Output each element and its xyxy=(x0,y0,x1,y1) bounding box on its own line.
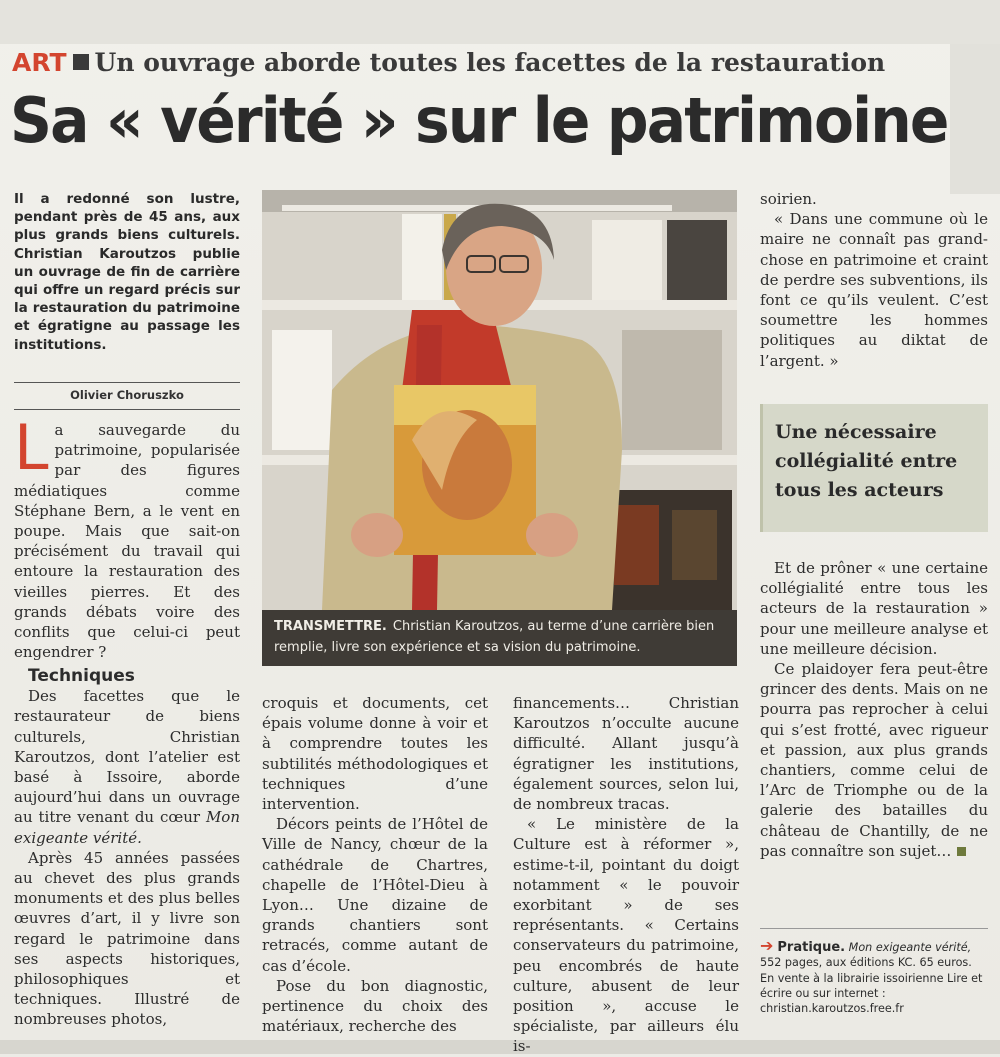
body-column-1-top xyxy=(14,411,240,662)
body-column-1-bottom xyxy=(14,666,240,1030)
body-paragraph: croquis et documents, cet épais volume donne à voir et à comprendre toutes les subtilités méthodologiques et techniques d’une intervention. xyxy=(262,694,488,814)
byline: Olivier Choruszko xyxy=(70,388,184,402)
pratique-rule xyxy=(760,928,988,929)
closing-text: Ce plaidoyer fera peut-être grincer des dents. Mais on ne pourra pas reprocher à celui qui s’est frotté, avec rigueur et passion, aux plus grands chantiers, comme celui de l’Arc de Triomphe ou de la galerie des batailles du château de Chantilly, de ne pas connaître son sujet… xyxy=(760,660,988,860)
body-paragraph: Après 45 années passées au chevet des plus grands monuments et des plus belles œuvres d’art, il y livre son regard le patrimoine dans ses aspects historiques, philosophiques et techniques. Illustré de nombreuses photos, xyxy=(14,848,240,1029)
pratique-label: Pratique. xyxy=(777,940,846,955)
lead-paragraph: Il a redonné son lustre, pendant près de 45 ans, aux plus grands biens culturels. Christian Karoutzos publie un ouvrage de fin de carrière qui offre un regard précis sur la restauration du patrimoine et égratigne au passage les institutions. xyxy=(14,191,240,353)
page-bottom-strip xyxy=(0,1040,1000,1054)
body-paragraph xyxy=(14,686,240,848)
body-paragraph: soirien. xyxy=(760,190,817,208)
subheading: Techniques xyxy=(28,666,135,686)
body-paragraph: Pose du bon diagnostic, pertinence du choix des matériaux, recherche des xyxy=(262,976,488,1036)
intertitle-box xyxy=(760,404,988,532)
body-column-2 xyxy=(262,693,488,1036)
portrait-photo xyxy=(262,190,737,610)
kicker-text: Un ouvrage aborde toutes les facettes de la restauration xyxy=(94,48,886,77)
kicker xyxy=(12,48,885,77)
body-column-4-top xyxy=(760,189,988,371)
pratique-text: 552 pages, aux éditions KC. 65 euros. En vente à la librairie issoirienne Lire et écrire ou sur internet : christian.karoutzos.free.fr xyxy=(760,956,983,1016)
quote-paragraph: « Le ministère de la Culture est à réformer », estime-t-il, pointant du doigt notamment « le pouvoir exorbitant » de ses représentants. « Certains conservateurs du patrimoine, peu encombrés de haute culture, abusent de leur position », accuse le spécialiste, par ailleurs élu is- xyxy=(513,815,739,1056)
body-paragraph: financements… Christian Karoutzos n’occulte aucune difficulté. Allant jusqu’à égratigner les institutions, également sources, selon lui, de nombreux tracas. xyxy=(513,694,739,814)
photo-caption xyxy=(262,610,737,666)
practical-info xyxy=(760,938,988,1016)
square-bullet-icon xyxy=(73,54,89,70)
book-title: Mon exigeante vérité. xyxy=(14,808,240,847)
caption-label: TRANSMETTRE. xyxy=(274,619,387,634)
headline: Sa « vérité » sur le patrimoine xyxy=(10,84,948,157)
intertitle: Une nécessaire collégialité entre tous les acteurs xyxy=(775,421,958,501)
previous-article-bleed xyxy=(0,0,1000,44)
byline-rule-top xyxy=(14,382,240,383)
intro-text: a sauvegarde du patrimoine, popularisée par des figures médiatiques comme Stéphane Bern, a le vent en poupe. Mais que sait-on précisément du travail qui entoure la restauration des vieilles pierres. Et des grands débats voire des conflits que celui-ci peut engendrer ? xyxy=(14,421,240,662)
end-mark-icon xyxy=(957,847,966,856)
intro-paragraph xyxy=(14,411,240,662)
drop-cap: L xyxy=(14,411,49,484)
rubric-label: ART xyxy=(12,48,67,77)
body-paragraph: Et de prôner « une certaine collégialité entre tous les acteurs de la restauration » pour une meilleure analyse et une meilleure décision. xyxy=(760,559,988,658)
photo-illustration xyxy=(262,190,737,610)
closing-paragraph xyxy=(760,659,988,861)
byline-rule-bottom xyxy=(14,409,240,410)
caption-text: Christian Karoutzos, au terme d’une carrière bien remplie, livre son expérience et sa vision du patrimoine. xyxy=(274,619,715,655)
pratique-book-title: Mon exigeante vérité, xyxy=(848,941,972,954)
body-text: Des facettes que le restaurateur de biens culturels, Christian Karoutzos, dont l’atelier est basé à Issoire, aborde aujourd’hui dans un ouvrage au titre venant du cœur xyxy=(14,687,240,827)
body-column-3 xyxy=(513,693,739,1057)
arrow-right-icon: ➔ xyxy=(760,936,774,955)
body-column-4-bottom xyxy=(760,558,988,861)
sidebar-bleed xyxy=(950,44,1000,194)
body-paragraph: Décors peints de l’Hôtel de Ville de Nancy, chœur de la cathédrale de Chartres, chapelle de l’Hôtel-Dieu à Lyon… Une dizaine de grands chantiers sont retracés, comme autant de cas d’école. xyxy=(262,815,488,975)
quote-paragraph: « Dans une commune où le maire ne connaît pas grand-chose en patrimoine et craint de perdre ses subventions, ils font ce qu’ils veulent. C’est soumettre les hommes politiques au diktat de l’argent. » xyxy=(760,210,988,370)
